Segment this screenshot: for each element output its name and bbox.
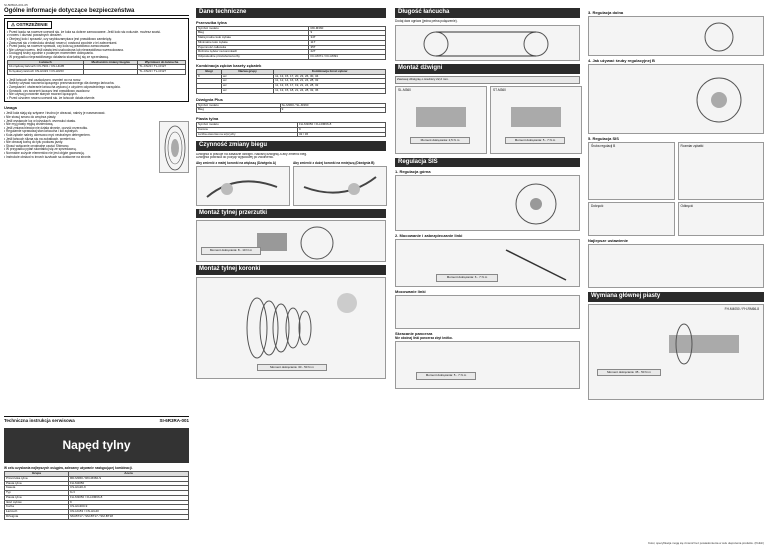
table-row	[8, 70, 186, 75]
cassette-figure	[159, 121, 189, 173]
rd-spec-table	[196, 26, 386, 60]
lever-model-right: ST-M360	[493, 87, 506, 92]
uwaga-line: • Normalne zużycie elementów nie jest objęte gwarancją.	[4, 150, 85, 155]
best-setting-title: Najlepsze ustawienie	[588, 238, 629, 243]
rd-torque: Moment dokręcania: 8 - 10 N·m	[201, 247, 261, 255]
table-row	[197, 108, 386, 113]
table-header-cell: Wyciskacz do łańcucha	[138, 60, 186, 65]
table-cell: Typ	[5, 491, 69, 496]
uwaga-line: • Nie myj piasty myjką ciśnieniową.	[4, 122, 54, 126]
table-row	[197, 132, 386, 137]
warning-line: • Przed jazdą na rowerze upewnij się, że koła są dobrze zamocowane. Jeśli koło się poluzuje, możesz spaść.	[7, 29, 162, 34]
table-header-cell: Acera	[68, 472, 188, 477]
step3-figure	[588, 16, 764, 56]
sis-step-housing: Skracanie pancerza	[395, 331, 433, 337]
table-cell: 22T	[309, 50, 386, 55]
sprocket-title: Kombinacja zębów kasety zębatek	[196, 62, 262, 68]
table-cell: 10-rzędowy łańcuch CN-7901 / CN-HG95	[8, 65, 84, 70]
table-cell: RD-M360 / RD-M360-S	[68, 476, 188, 481]
table-cell: wc	[222, 84, 274, 89]
tighten-figure	[588, 202, 675, 236]
table-row	[197, 88, 386, 93]
table-cell: 9	[297, 127, 385, 132]
sis-torque: Moment dokręcania: 6 - 7 N·m	[436, 274, 498, 282]
op-left-caption: Aby zmienić z małej koronki na większą (Dźwignia A)	[196, 160, 276, 165]
manual-code: SI-6R3RA-001	[159, 418, 189, 423]
table-cell: Przerzutka tylna	[5, 476, 69, 481]
uwaga-line: • Jeśli zmiana biegów nie działa płynnie, oczyść przerzutkę.	[4, 125, 89, 130]
sprocket-table	[196, 69, 386, 94]
uwaga-title: Uwaga	[4, 105, 17, 111]
op-line: Dźwignia powraca do pozycji wyjściowej po zwolnieniu.	[196, 156, 274, 160]
hub-replace-figure	[588, 304, 764, 400]
table-cell: Łańcuch	[5, 510, 69, 515]
shift-spec-title: Dźwignia Plus	[196, 96, 223, 102]
uwaga-line: • Jeśli występuje luz w łożyskach, wyreguluj piastę.	[4, 118, 76, 123]
lever-b-figure	[293, 166, 387, 206]
chain-tool-table	[7, 60, 186, 75]
lever-mount-figure-right	[490, 86, 582, 154]
cs-torque: Moment dokręcania: 30 - 50 N·m	[257, 364, 327, 372]
sis-step1-figure	[395, 175, 580, 231]
label-loosen: Odkręcić	[680, 204, 694, 208]
table-cell: Bieg	[197, 31, 309, 36]
uwaga-line: • Regularnie sprawdzaj stan łańcucha i kół zębatych.	[4, 129, 79, 133]
sis-tip: Nie obcinaj linki pancerza zbyt krótko.	[395, 336, 453, 341]
warning-text	[7, 30, 186, 59]
table-cell: Pojemność całkowita	[197, 45, 309, 50]
body-line: • Nie używaj ponownie starych sworzni łączących.	[7, 92, 78, 96]
lever-note: Zastosuj dźwignię o średnicy 22,2 mm.	[395, 76, 580, 84]
uwaga-line: • Jeśli łańcuch ślizga się na zębatkach, wymień go.	[4, 136, 76, 141]
manual-header	[4, 416, 189, 424]
table-cell: Korba	[5, 505, 69, 510]
table-cell: 11T	[309, 40, 386, 45]
body-line: • Należy używać sworznia łączącego przeznaczonego dla danego łańcucha.	[7, 81, 115, 86]
table-cell: TL-CN23 / TL-CN27	[138, 65, 186, 70]
table-cell: Liczba otworów na szprychy	[197, 132, 298, 137]
product-title: Napęd tylny	[4, 428, 189, 463]
col-chain-lever	[395, 8, 580, 389]
table-cell: 11, 13, 15, 17, 19, 21, 24, 28, 32	[274, 84, 386, 89]
table-cell: Minimalne koło zębate	[197, 40, 309, 45]
warning-box	[4, 18, 189, 102]
sis-adjust-figure-right	[678, 142, 765, 200]
cs-mount-header: Montaż tylnej koronki	[196, 265, 386, 275]
lever-torque-left: Moment dokręcania: 2,5 N·m	[410, 137, 470, 145]
body-line: • Zamykanie i otwieranie łańcucha wykonuj z użyciem odpowiedniego narzędzia.	[7, 85, 121, 89]
sis-step2-figure	[395, 239, 580, 287]
table-row	[5, 514, 189, 519]
sis-cable-figure	[395, 295, 580, 329]
warning-line: • Zapoznaj się z instrukcją obsługi roweru i postępuj zgodnie z jej zaleceniami.	[7, 40, 118, 45]
body-line: • Jeśli łańcuch jest uszkodzony, wymień go na nowy.	[7, 77, 81, 82]
table-cell: Odpowiednie przełożenia korby	[197, 55, 309, 60]
table-cell: Dźwignia	[5, 514, 69, 519]
uwaga-line: • Jeśli koła stają się sztywne i trudno je obracać, należy je nasmarować.	[4, 111, 106, 116]
uwaga-line: • Stosuj wyłącznie oryginalne części Shimano.	[4, 143, 70, 148]
table-header-cell: Nazwa grupy	[222, 69, 274, 74]
uwaga-text	[4, 111, 155, 173]
rd-mount-figure	[196, 220, 386, 262]
table-cell: 32 / 36	[297, 132, 385, 137]
table-cell: wc	[222, 74, 274, 79]
uwaga-line: • Koła zębate należy okresowo myć neutralnym detergentem.	[4, 133, 91, 137]
table-cell: RD-M360	[309, 26, 386, 31]
table-cell: 35T	[309, 45, 386, 50]
table-header-cell: Biegi	[197, 69, 222, 74]
col-specs	[196, 8, 386, 379]
sis-step-2: 2. Mocowanie i zabezpieczanie linki	[395, 233, 463, 239]
warning-line: • W przypadku nieprawidłowego działania skontaktuj się ze sprzedawcą.	[7, 55, 109, 59]
uwaga-line: • Nie stosuj smaru do wnętrza piasty.	[4, 115, 57, 119]
chain-text: Dodaj dwa ogniwa (jedna pełna połączenie).	[395, 18, 458, 23]
warning-line: • Nie używaj roweru, jeśli piasta jest uszkodzona lub nieprawidłowo wyregulowana.	[7, 47, 124, 52]
label-b-screw: Śruba regulacji B	[591, 144, 616, 148]
table-cell	[197, 88, 222, 93]
table-header-cell: Łańcuch	[8, 60, 84, 65]
op-line: Dźwignia B pracuje na zasadzie dźwigni. Naciśnij dźwignię A aby zmienić bieg.	[196, 152, 308, 156]
body-line: • Sprawdź, czy sworzeń łączący jest prawidłowo osadzony.	[7, 88, 91, 93]
table-header-cell: Kombinacja ilości zębów	[274, 69, 386, 74]
specs-header: Dane techniczne	[196, 8, 386, 18]
manual-label: Techniczna instrukcja serwisowa	[4, 418, 75, 423]
table-cell: 9	[309, 31, 386, 36]
table-cell: Piasta tylna	[5, 481, 69, 486]
label-tighten: Dokręcić	[591, 204, 604, 208]
uwaga-line: • Instrukcje obsługi w innych językach są dostępne na stronie.	[4, 154, 92, 159]
table-cell: CS-HG20-9	[68, 486, 188, 491]
table-cell: 9-rz	[68, 491, 188, 496]
doc-code: SI-5R5RA-001-05	[4, 3, 28, 7]
best-setting-figure	[588, 244, 764, 288]
lever-model-left: SL-M360	[398, 87, 411, 92]
uwaga-line: • Nie obracaj korbą do tyłu podczas jazdy.	[4, 140, 63, 144]
footer-note: Kolor, specyfikacja mogą się zmienić bez powiadomienia w celu ulepszenia produktu. (Polish)	[648, 540, 764, 545]
lever-mount-figure-left	[395, 86, 487, 154]
table-cell: CN-HG53 / CN-HG40	[68, 510, 188, 515]
table-cell: SL-M360 / SL-M360	[280, 103, 385, 108]
table-cell: Symbol modelu	[197, 123, 298, 128]
table-cell: 9-rzędowy łańcuch CN-HG93 / CN-HG53	[8, 70, 84, 75]
rd-mount-header: Montaż tylnej przerzutki	[196, 209, 386, 219]
step4-figure	[588, 64, 764, 134]
table-cell: 11, 13, 15, 18, 21, 24, 28, 32, 36	[274, 88, 386, 93]
table-cell: Kaseta	[5, 486, 69, 491]
op-right-caption: Aby zmienić z dużej koronki na mniejszą (Dźwignia B)	[293, 160, 375, 165]
hub-model: FH-M4050 / FH-RM66-8	[724, 306, 759, 311]
sis-step-1: 1. Regulacja górna	[395, 169, 431, 175]
hub-spec-table	[196, 122, 386, 137]
table-cell: Bieg	[197, 108, 281, 113]
table-cell: Ilość zębów	[5, 500, 69, 505]
sis-torque-2: Moment dokręcania: 5 - 7 N·m	[416, 372, 476, 380]
table-cell: 11, 13, 15, 17, 20, 23, 26, 30, 34	[274, 74, 386, 79]
table-row	[197, 55, 386, 60]
warning-line: • Obejrzyj koło i sprawdź, czy szybkozamykacz jest prawidłowo zamknięty.	[7, 37, 112, 41]
lever-header: Montaż dźwigni	[395, 64, 580, 74]
hub-replace-header: Wymiana głównej piasty	[588, 292, 764, 302]
combo-table	[4, 471, 189, 520]
table-cell: Korona	[197, 127, 298, 132]
table-cell: 9	[68, 500, 188, 505]
table-header-cell: Grupa	[5, 472, 69, 477]
lever-torque-right: Moment dokręcania: 5 - 7 N·m	[505, 137, 565, 145]
rd-spec-title: Przerzutka tylna	[196, 19, 227, 25]
sis-step-cable: Mocowanie linki	[395, 289, 426, 295]
sis-header: Regulacja SIS	[395, 158, 580, 168]
warning-body-text	[7, 78, 186, 100]
op-text	[196, 153, 386, 160]
table-cell: FC-M371 / FC-M391	[309, 55, 386, 60]
table-cell: 34T	[309, 36, 386, 41]
step4-title: 4. Jak używać śruby regulacyjnej B	[588, 58, 655, 63]
table-cell: FH-M3050 / FH-RM66-8	[297, 123, 385, 128]
uwaga-line: • W przypadku pytań skontaktuj się ze sprzedawcą.	[4, 147, 77, 151]
table-cell: FH-M3050 / FH-RM66-8	[68, 495, 188, 500]
combo-caption: W celu uzyskania najlepszych osiągów, zalecamy używanie następującej kombinacji.	[4, 466, 133, 470]
table-cell: CS-HG300-9	[68, 505, 188, 510]
step5-title: 5. Regulacja SIS	[588, 136, 619, 141]
sis-adjust-figure-left	[588, 142, 675, 200]
table-header-cell: Mechanizm zmiany biegów	[84, 60, 138, 65]
body-line: • Przed użyciem roweru upewnij się, że łańcuch działa płynnie.	[7, 95, 96, 100]
table-cell: SM-BT17 / SM-BT17 / SM-BT18	[68, 514, 188, 519]
hub-spec-title: Piasta tylna	[196, 116, 219, 121]
col-adjustment	[588, 8, 764, 400]
chain-figure	[395, 25, 580, 61]
table-cell: 11, 12, 14, 16, 18, 21, 24, 28, 32	[274, 79, 386, 84]
table-cell: FH-M4050	[68, 481, 188, 486]
table-cell: 9	[197, 74, 222, 79]
table-cell: 9	[280, 108, 385, 113]
warning-line: • Przed jazdą na rowerze sprawdź, czy koła są prawidłowo zamocowane.	[7, 44, 111, 48]
warning-line: • Dociągnij śruby zgodnie z podanym momentem dokręcania.	[7, 51, 94, 56]
shift-spec-table	[196, 103, 386, 114]
table-cell: Różnica zębów na koronkach	[197, 50, 309, 55]
safety-title: Ogólne informacje dotyczące bezpieczeństwa	[4, 8, 189, 17]
table-cell: wc	[222, 79, 274, 84]
table-cell: Symbol modelu	[197, 26, 309, 31]
table-cell: wc	[222, 88, 274, 93]
chain-header: Długość łańcucha	[395, 8, 580, 18]
lever-a-figure	[196, 166, 290, 206]
sis-housing-figure	[395, 341, 580, 389]
step3-title: 3. Regulacja dolna	[588, 10, 624, 15]
label-sprocket: Rozmiar zębatki	[680, 144, 704, 148]
cs-mount-figure	[196, 277, 386, 379]
table-cell: Piasta tylna	[5, 495, 69, 500]
loosen-figure	[678, 202, 765, 236]
op-header: Czynność zmiany biegu	[196, 141, 386, 151]
warning-label: ⚠ OSTRZEŻENIE	[7, 21, 52, 29]
table-cell: TL-CN23 / TL-CN27	[138, 70, 186, 75]
col-general-safety	[4, 3, 189, 518]
table-cell: Maksymalne koło zębate	[197, 36, 309, 41]
warning-line: z roweru i doznać poważnych obrażeń.	[7, 33, 63, 38]
table-cell: Symbol modelu	[197, 103, 281, 108]
table-cell	[84, 70, 138, 75]
hub-torque: Moment dokręcania: 35 - 50 N·m	[597, 369, 661, 377]
